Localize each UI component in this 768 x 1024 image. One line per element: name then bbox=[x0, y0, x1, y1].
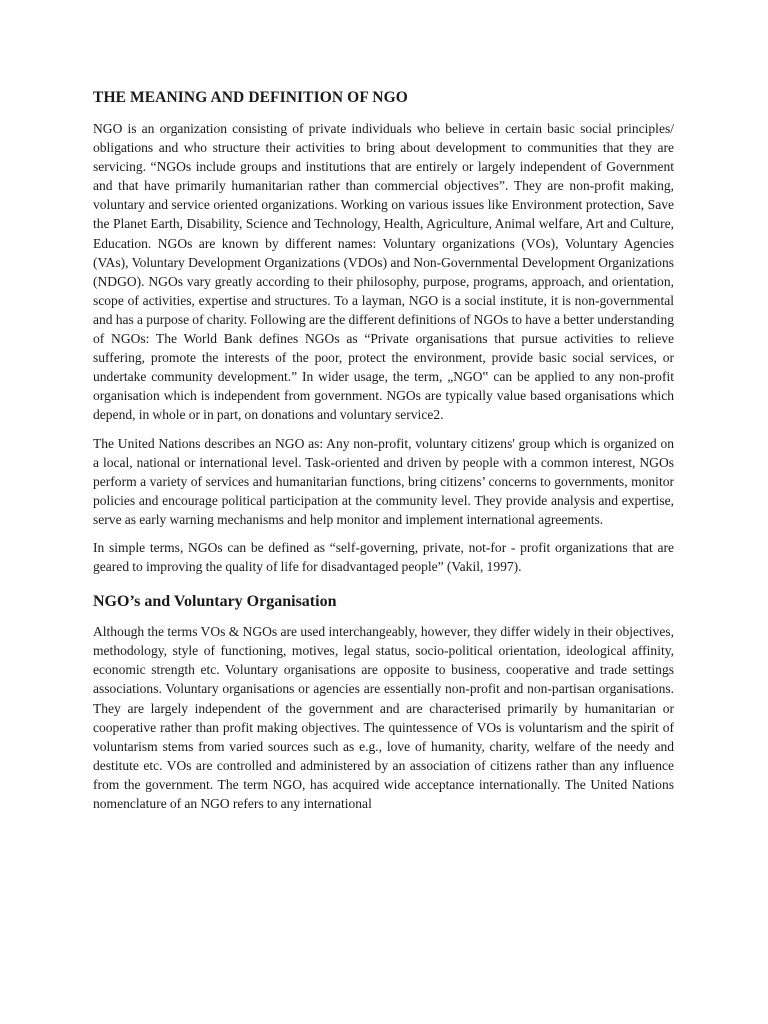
paragraph-simple-terms: In simple terms, NGOs can be defined as “self-governing, private, not-for - profit organizations that are geared to improving the quality of life for disadvantaged people” (Vakil, 1997). bbox=[93, 539, 674, 575]
paragraph-vos-vs-ngos: Although the terms VOs & NGOs are used interchangeably, however, they differ widely in their objectives, methodology, style of functioning, motives, legal status, socio-political orientation, ideological affinity, economic strength etc. Voluntary organisations are opposite to business, cooperative and trade settings associations. Voluntary organisations or agencies are essentially non-profit and non-partisan organisations. They are largely independent of the government and are characterised primarily by humanitarian or cooperative rather than profit making objectives. The quintessence of VOs is voluntarism and the spirit of voluntarism stems from varied sources such as e.g., love of humanity, charity, welfare of the needy and destitute etc. VOs are controlled and administered by an association of citizens rather than any influence from the government. The term NGO, has acquired wide acceptance internationally. The United Nations nomenclature of an NGO refers to any international bbox=[93, 624, 674, 811]
section-heading-voluntary-organisation: NGO’s and Voluntary Organisation bbox=[93, 593, 337, 611]
paragraph-ngo-definition: NGO is an organization consisting of private individuals who believe in certain basic social principles/ obligations and who structure their activities to bring about development to communities that they are servicing. “NGOs include groups and institutions that are entirely or largely independent of Government and that have primarily humanitarian rather than commercial objectives”. They are non-profit making, voluntary and service oriented organizations. Working on various issues like Environment protection, Save the Planet Earth, Disability, Science and Technology, Health, Agriculture, Animal welfare, Art and Culture, Education. NGOs are known by different names: Voluntary organizations (VOs), Voluntary Agencies (VAs), Voluntary Development Organizations (VDOs) and Non-Governmental Development Organizations (NDGO). NGOs vary greatly according to their philosophy, purpose, programs, approach, and orientation, scope of activities, expertise and structures. To a layman, NGO is a social institute, it is non-governmental and has a purpose of charity. Following are the different definitions of NGOs to have a better understanding of NGOs: The World Bank defines NGOs as “Private organisations that pursue activities to relieve suffering, promote the interests of the poor, protect the environment, provide basic social services, or undertake community development.” In wider usage, the term, „NGO‟ can be applied to any non-profit organisation which is independent from government. NGOs are typically value based organisations which depend, in whole or in part, on donations and voluntary service2. bbox=[93, 121, 674, 423]
paragraph-un-description: The United Nations describes an NGO as: Any non-profit, voluntary citizens' group which is organized on a local, national or international level. Task-oriented and driven by people with a common interest, NGOs perform a variety of services and humanitarian functions, bring citizens’ concerns to governments, monitor policies and encourage political participation at the community level. They provide analysis and expertise, serve as early warning mechanisms and help monitor and implement international agreements. bbox=[93, 435, 674, 527]
document-page bbox=[93, 88, 674, 822]
page-title: THE MEANING AND DEFINITION OF NGO bbox=[93, 89, 408, 106]
